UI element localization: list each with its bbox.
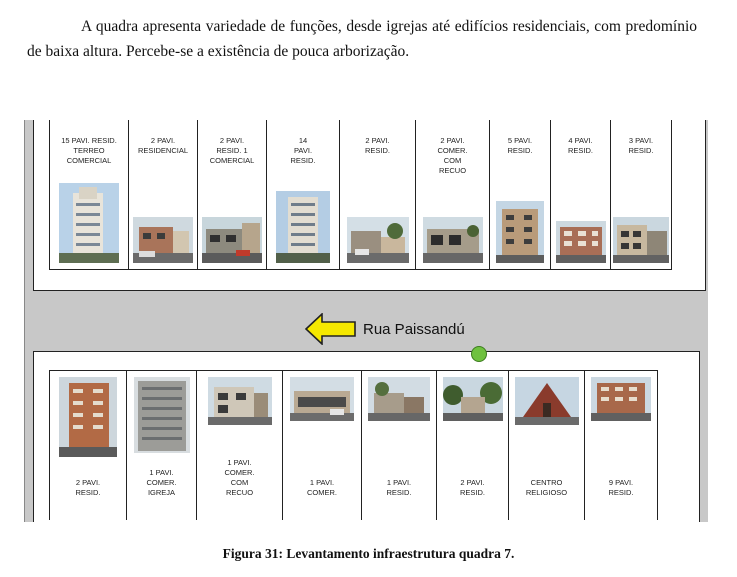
upper-lot (49, 120, 129, 270)
lot-label: 1 PAVI. COMER. COM RECUO (224, 458, 255, 497)
tall-residential-tower-photo (59, 183, 119, 263)
lot-label: CENTRO RELIGIOSO (525, 478, 568, 497)
commercial-setback-photo (423, 217, 483, 263)
lot-label: 2 PAVI. RESID. 1 COMERCIAL (209, 136, 255, 165)
upper-lot (551, 120, 611, 270)
mixed-use-house-photo (202, 217, 262, 263)
street-label-group (305, 313, 465, 345)
lot-label: 2 PAVI. RESIDENCIAL (137, 136, 188, 155)
two-storey-house-photo (133, 217, 193, 263)
grey-building-photo (134, 377, 190, 453)
lower-lot (127, 370, 197, 520)
lot-label: 2 PAVI. RESID. (364, 136, 390, 155)
lower-lot (362, 370, 437, 520)
lower-lot (49, 370, 127, 520)
lot-label: 3 PAVI. RESID. (628, 136, 654, 155)
five-storey-residential-photo (496, 201, 544, 263)
street-name: Rua Paissandú (363, 320, 465, 338)
lot-label: 14 PAVI. RESID. (290, 136, 316, 165)
upper-lot (490, 120, 551, 270)
lot-label: 9 PAVI. RESID. (608, 478, 634, 497)
single-house-photo (368, 377, 430, 421)
lot-label: 2 PAVI. RESID. (459, 478, 485, 497)
residential-tower-photo (276, 191, 330, 263)
lot-label: 2 PAVI. RESID. (75, 478, 101, 497)
location-marker-icon (471, 346, 487, 362)
lower-lot (509, 370, 585, 520)
arrow-left-icon (305, 313, 357, 345)
lot-label: 5 PAVI. RESID. (507, 136, 533, 155)
lower-lots-row (49, 370, 658, 520)
block-survey-figure (24, 120, 708, 522)
upper-lot (340, 120, 416, 270)
house-with-trees-photo (443, 377, 503, 421)
church-photo (515, 377, 579, 425)
street-house-photo (347, 217, 409, 263)
four-storey-residential-photo (556, 221, 606, 263)
lot-label: 1 PAVI. COMER. (307, 478, 337, 497)
figure-caption: Figura 31: Levantamento infraestrutura quadra 7. (222, 546, 515, 561)
upper-lot (611, 120, 672, 270)
lot-label: 4 PAVI. RESID. (567, 136, 593, 155)
lower-lot (585, 370, 658, 520)
shopfront-photo (290, 377, 354, 421)
nine-storey-residential-photo (591, 377, 651, 421)
upper-lot (416, 120, 490, 270)
three-storey-residential-photo (613, 217, 669, 263)
lot-label: 1 PAVI. COMER. IGREJA (146, 468, 177, 497)
lower-lot (437, 370, 509, 520)
upper-lot (267, 120, 340, 270)
upper-lots-row (49, 120, 672, 270)
lower-lot (283, 370, 362, 520)
lot-label: 1 PAVI. RESID. (386, 478, 412, 497)
upper-lot (198, 120, 267, 270)
intro-paragraph: A quadra apresenta variedade de funções, desde igrejas até edifícios residenciais, com predomínio de baixa altura. Percebe-se a existência de pouca arborização. (27, 18, 697, 60)
lot-label: 15 PAVI. RESID. TERREO COMERCIAL (61, 136, 117, 165)
commercial-house-photo (208, 377, 272, 425)
brick-building-photo (59, 377, 117, 457)
upper-lot (129, 120, 198, 270)
lower-lot (197, 370, 283, 520)
lot-label: 2 PAVI. COMER. COM RECUO (437, 136, 468, 175)
